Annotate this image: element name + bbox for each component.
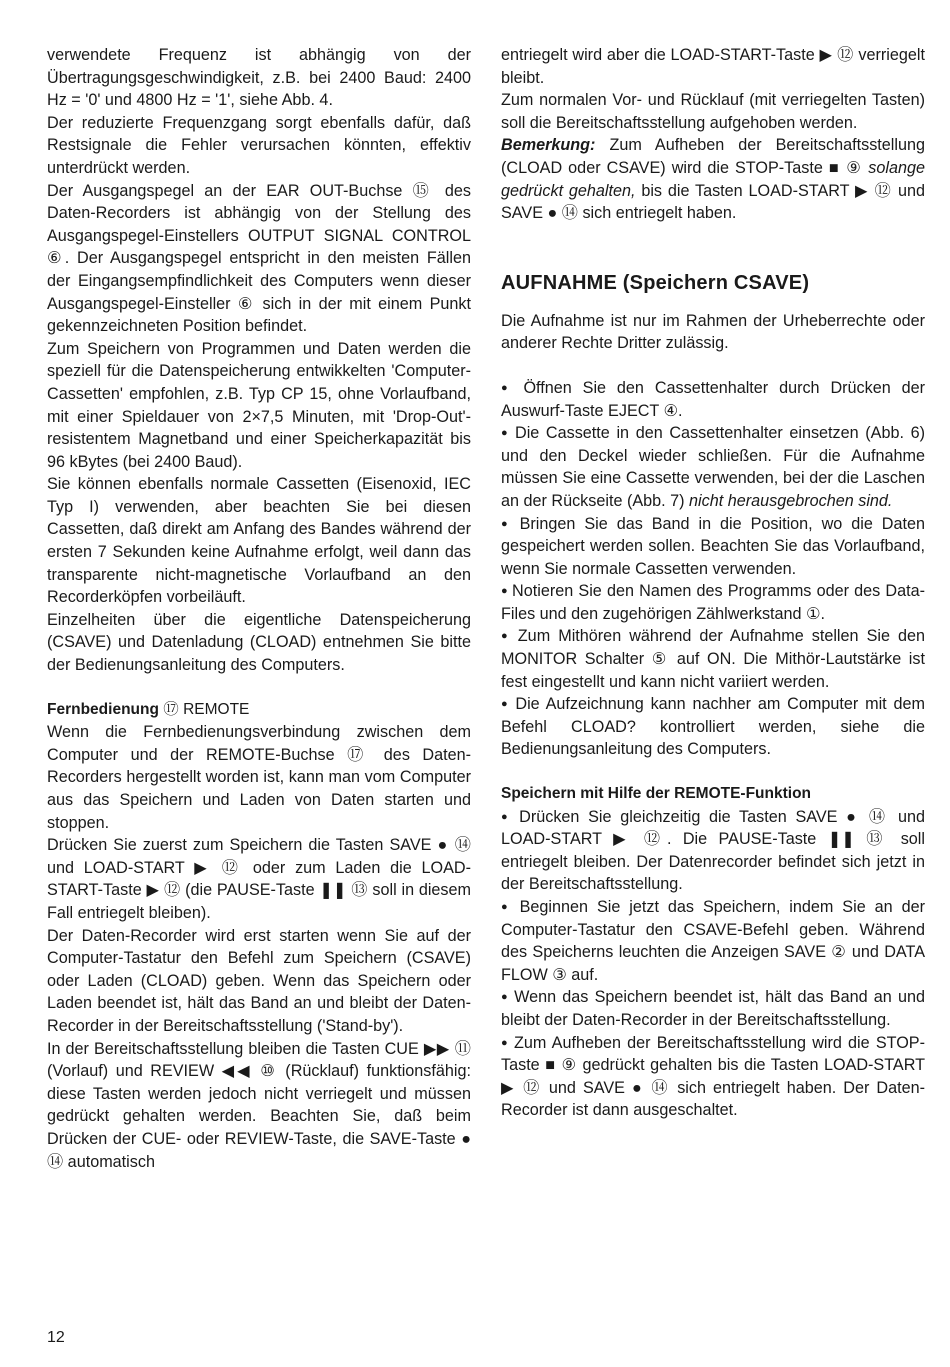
bullet-insert-text: Die Cassette in den Cassettenhalter einsetzen (Abb. 6) und den Deckel wieder schließen. Für die Aufnahme müssen Sie eine Cassette verwenden, bei der die Laschen an der Rückseite (Abb. 7) xyxy=(501,424,926,510)
bullet-eject: ● Öffnen Sie den Cassettenhalter durch Drücken der Auswurf-Taste EJECT ④. xyxy=(501,377,925,422)
paragraph-frequency-response: Der reduzierte Frequenzgang sorgt ebenfalls dafür, daß Restsignale die Fehler verursachen könnten, effektiv unterdrückt werden. xyxy=(47,113,471,177)
note-label: Bemerkung: xyxy=(501,136,596,155)
paragraph-normal-wind: Zum normalen Vor- und Rücklauf (mit verriegelten Tasten) soll die Bereitschaftsstellung aufgehoben werden. xyxy=(501,91,925,132)
note-text-2: bis die Tasten LOAD-START ▶ ⑫ und SAVE ● ⑭ sich entriegelt haben. xyxy=(501,181,925,223)
spacer xyxy=(501,355,925,377)
note-text-1: Zum Aufheben der Bereitschaftsstellung (CLOAD oder CSAVE) wird die STOP-Taste ■ ⑨ xyxy=(501,136,925,177)
paragraph-computer-cassettes: Zum Speichern von Programmen und Daten werden die speziell für die Datenspeicherung entwikkelten 'Computer-Cassetten' empfohlen, z.B. Typ CP 15, ohne Vorlaufband, mit einer Spieldauer von 2×7,5 Minuten, mit 'Drop-Out'-resistentem Magnetband und einer Speicherkapazität bis 96 kBytes (bei 2400 Baud). xyxy=(47,339,471,471)
spacer xyxy=(501,296,925,310)
right-column xyxy=(501,44,925,1122)
remote-subheading-bold: Fernbedienung xyxy=(47,700,159,718)
bullet-verify: ● Die Aufzeichnung kann nachher am Computer mit dem Befehl CLOAD? kontrolliert werden, siehe die Bedienungsanleitung des Computers. xyxy=(501,693,925,761)
paragraph-standby-keys: In der Bereitschaftsstellung bleiben die Tasten CUE ▶▶ ⑪ (Vorlauf) und REVIEW ◀◀ ⑩ (Rücklauf) funktionsfähig: diese Tasten werden jedoch nicht verriegelt und müssen gedrückt gehalten werden. Beachten Sie, daß beim Drücken der CUE- oder REVIEW-Taste, die SAVE-Taste ● ⑭ automatisch xyxy=(47,1039,471,1171)
paragraph-remote-start: Der Daten-Recorder wird erst starten wenn Sie auf der Computer-Tastatur den Befehl zum Speichern (CSAVE) oder Laden (CLOAD) geben. Wenn das Speichern oder Laden beendet ist, hält das Band an und bleibt der Daten-Recorder in der Bereitschaftsstellung ('Stand-by'). xyxy=(47,926,471,1035)
paragraph-output-level: Der Ausgangspegel an der EAR OUT-Buchse ⑮ des Daten-Recorders ist abhängig von der Stellung des Ausgangspegel-Einstellers OUTPUT SIGNAL CONTROL ⑥. Der Ausgangspegel entspricht in den meisten Fällen der Eingangsempfindlichkeit des Computers wenn dieser Ausgangspegel-Einsteller ⑥ sich in der mit einem Punkt gekennzeichneten Position befindet. xyxy=(47,181,471,336)
paragraph-normal-cassettes: Sie können ebenfalls normale Cassetten (Eisenoxid, IEC Typ I) verwenden, aber beachten Sie bei diesen Cassetten, daß direkt am Anfang des Bandes während der ersten 7 Sekunden keine Aufnahme erfolgt, weil dann das transparente nicht-magnetische Vorlaufband an den Recorderköpfen vorbeiläuft. xyxy=(47,475,471,607)
bullet-saving-finished: ● Wenn das Speichern beendet ist, hält das Band an und bleibt der Daten-Recorder in der Bereitschaftsstellung. xyxy=(501,986,925,1031)
page-number: 12 xyxy=(47,1329,65,1346)
remote-save-subheading: Speichern mit Hilfe der REMOTE-Funktion xyxy=(501,785,812,803)
bullet-position-tape: ● Bringen Sie das Band in die Position, wo die Daten gespeichert werden sollen. Beachten Sie das Vorlaufband, wenn Sie normale Cassetten verwenden. xyxy=(501,513,925,581)
paragraph-frequency: verwendete Frequenz ist abhängig von der Übertragungsgeschwindigkeit, z.B. bei 2400 Baud: 2400 Hz = '0' und 4800 Hz = '1', siehe Abb. 4. xyxy=(47,46,471,110)
paragraph-copyright: Die Aufnahme ist nur im Rahmen der Urheberrechte oder anderer Rechte Dritter zulässig. xyxy=(501,311,925,353)
paragraph-load-start-locked: entriegelt wird aber die LOAD-START-Taste ▶ ⑫ verriegelt bleibt. xyxy=(501,46,925,87)
bullet-insert-cassette xyxy=(501,422,925,512)
paragraph-note xyxy=(501,134,925,224)
bullet-press-keys: ● Drücken Sie gleichzeitig die Tasten SAVE ● ⑭ und LOAD-START ▶ ⑫. Die PAUSE-Taste ❚❚ ⑬ soll entriegelt bleiben. Der Datenrecorder befindet sich jetzt in der Bereitschaftsstellung. xyxy=(501,806,925,896)
bullet-note-counter: ● Notieren Sie den Namen des Programms oder des Data-Files und den zugehörigen Zählwerkstand ①. xyxy=(501,580,925,625)
paragraph-details: Einzelheiten über die eigentliche Datenspeicherung (CSAVE) und Datenladung (CLOAD) entnehmen Sie bitte der Bedienungsanleitung des Computers. xyxy=(47,610,471,675)
paragraph-remote-keys: Drücken Sie zuerst zum Speichern die Tasten SAVE ● ⑭ und LOAD-START ▶ ⑫ oder zum Laden die LOAD-START-Taste ▶ ⑫ (die PAUSE-Taste ❚❚ ⑬ soll in diesem Fall entriegelt bleiben). xyxy=(47,836,471,922)
note-italic: solange gedrückt gehalten, xyxy=(501,158,925,200)
spacer xyxy=(501,761,925,783)
paragraph-remote-connection: Wenn die Fernbedienungsverbindung zwischen dem Computer und der REMOTE-Buchse ⑰ des Daten-Recorders hergestellt worden ist, kann man vom Computer aus das Speichern und Laden von Daten starten und stoppen. xyxy=(47,723,471,832)
bullet-insert-italic: nicht herausgebrochen sind. xyxy=(689,491,893,510)
bullet-cancel-standby: ● Zum Aufheben der Bereitschaftsstellung wird die STOP-Taste ■ ⑨ gedrückt gehalten bis die Tasten LOAD-START ▶ ⑫ und SAVE ● ⑭ sich entriegelt haben. Der Daten-Recorder ist dann ausgeschaltet. xyxy=(501,1032,925,1122)
remote-subheading xyxy=(47,699,471,722)
remote-subheading-rest: ⑰ REMOTE xyxy=(158,700,250,718)
spacer xyxy=(501,225,925,270)
spacer xyxy=(47,677,471,699)
section-heading: AUFNAHME (Speichern CSAVE) xyxy=(501,271,810,294)
bullet-start-saving: ● Beginnen Sie jetzt das Speichern, indem Sie an der Computer-Tastatur den CSAVE-Befehl geben. Während des Speicherns leuchten die Anzeigen SAVE ② und DATA FLOW ③ auf. xyxy=(501,896,925,986)
left-column xyxy=(47,44,471,1173)
bullet-monitor: ● Zum Mithören während der Aufnahme stellen Sie den MONITOR Schalter ⑤ auf ON. Die Mithör-Lautstärke ist fest eingestellt und kann nicht variiert werden. xyxy=(501,625,925,693)
